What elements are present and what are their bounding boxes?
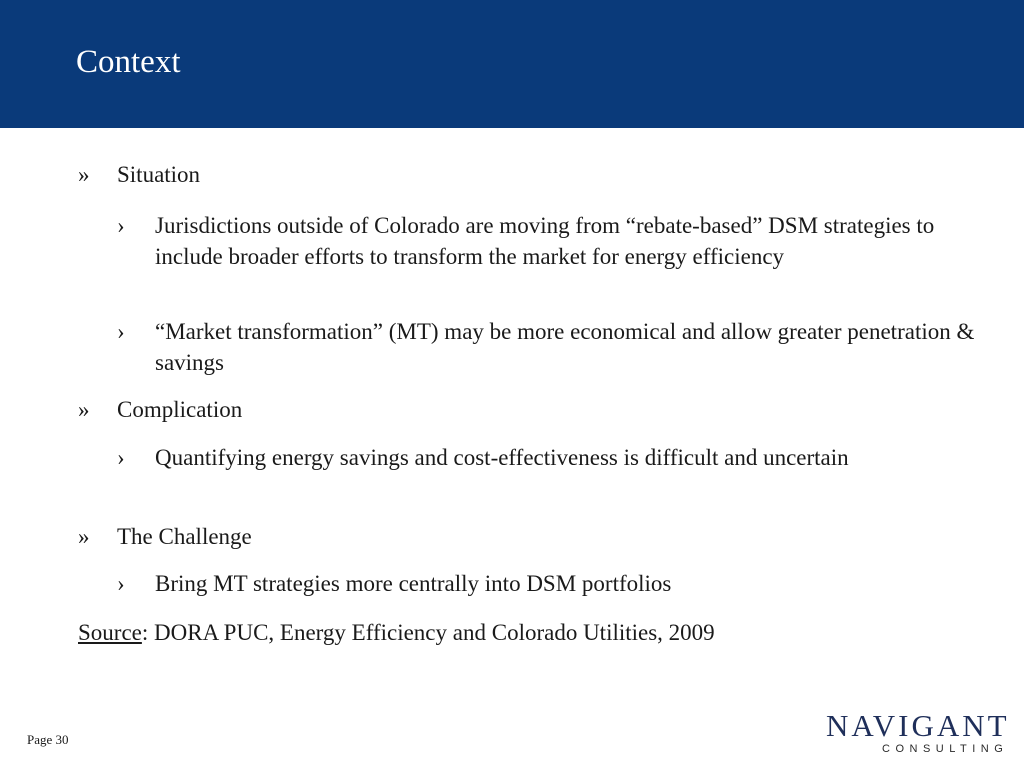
source-citation	[78, 617, 715, 648]
bullet-heading: Complication	[117, 397, 243, 422]
logo-wordmark: NAVIGANT	[826, 708, 1010, 743]
logo-tagline: CONSULTING	[882, 743, 1009, 755]
sub-bullet-text: Jurisdictions outside of Colorado are moving from “rebate-based” DSM strategies to include broader efforts to transform the market for energy efficiency	[155, 213, 935, 269]
level2-bullet-marker: ›	[117, 213, 125, 238]
navigant-logo	[826, 708, 1010, 758]
sub-bullet-rebate-based	[117, 210, 977, 272]
sub-bullet-bring-mt	[117, 568, 977, 599]
source-text: : DORA PUC, Energy Efficiency and Colorado Utilities, 2009	[141, 620, 715, 645]
sub-bullet-text: Quantifying energy savings and cost-effectiveness is difficult and uncertain	[155, 445, 849, 470]
sub-bullet-quantifying	[117, 442, 917, 473]
level1-bullet-marker: »	[78, 397, 90, 422]
page-number: Page 30	[27, 732, 69, 747]
level2-bullet-marker: ›	[117, 445, 125, 470]
level2-bullet-marker: ›	[117, 319, 125, 344]
bullet-heading: Situation	[117, 162, 201, 187]
level2-bullet-marker: ›	[117, 571, 125, 596]
sub-bullet-market-transformation	[117, 316, 977, 378]
slide-title: Context	[76, 44, 181, 80]
sub-bullet-text: Bring MT strategies more centrally into DSM portfolios	[155, 571, 672, 596]
sub-bullet-text: “Market transformation” (MT) may be more economical and allow greater penetration & savings	[155, 319, 975, 375]
source-label: Source	[78, 620, 142, 645]
level1-bullet-marker: »	[78, 162, 90, 187]
level1-bullet-marker: »	[78, 524, 90, 549]
bullet-heading: The Challenge	[117, 524, 252, 549]
